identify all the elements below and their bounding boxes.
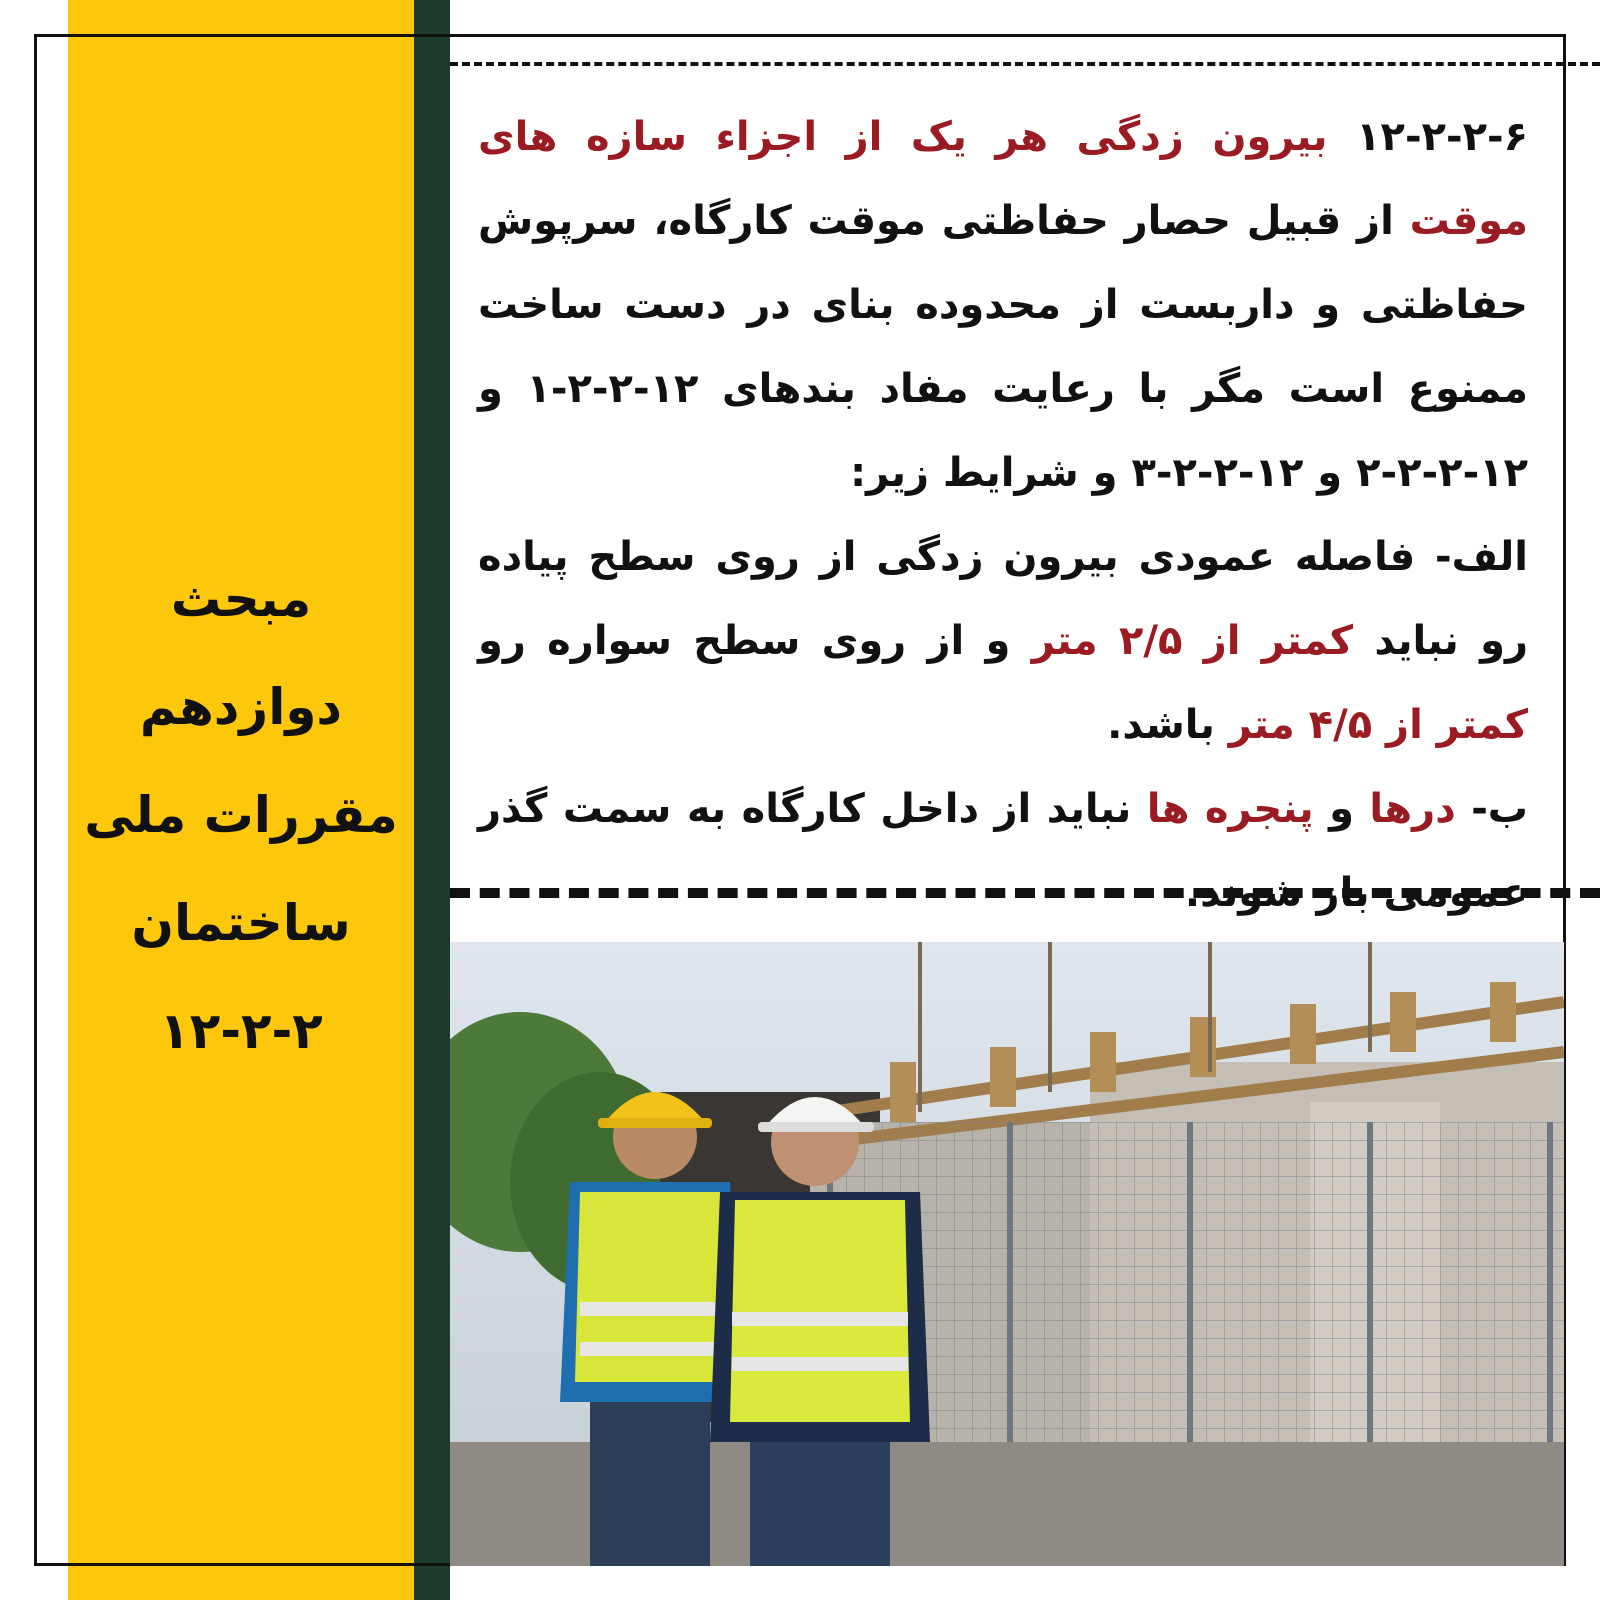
sidebar-line-2: مقررات ملی — [84, 786, 398, 844]
item-b-conjunction: و — [1313, 786, 1370, 832]
clause-body: از قبیل حصار حفاظتی موقت کارگاه، سرپوش حفاظتی و داربست از محدوده بنای در دست ساخت ممنوع است مگر با رعایت مفاد بندهای ۱۲-۲-۲-۱ و ۱۲-۲-۲-۲ و ۱۲-۲-۲-۳ و شرایط زیر: — [478, 198, 1528, 496]
sidebar-line-3: ساختمان — [131, 894, 351, 952]
top-dashed-divider — [450, 62, 1600, 66]
item-a-suffix: باشد. — [1107, 702, 1229, 748]
sidebar-code: ۱۲-۲-۲ — [159, 1002, 323, 1060]
sidebar-title — [68, 545, 414, 1085]
construction-illustration — [450, 942, 1564, 1566]
regulation-text — [478, 95, 1528, 935]
item-a — [478, 515, 1528, 767]
item-a-highlight-sidewalk: کمتر از ۲/۵ متر — [1031, 618, 1354, 664]
item-b-suffix: نباید از داخل کارگاه به سمت گذر عمومی باز شوند. — [478, 786, 1528, 916]
clause-title: بیرون زدگی هر یک از اجزاء سازه های موقت — [478, 114, 1528, 244]
clause-paragraph — [478, 95, 1528, 515]
green-divider-band — [414, 0, 450, 1600]
clause-number: ۱۲-۲-۲-۶ — [1356, 114, 1528, 160]
item-a-highlight-road: کمتر از ۴/۵ متر — [1228, 702, 1528, 748]
item-a-middle: و از روی سطح سواره رو — [478, 618, 1032, 664]
item-b-prefix: ب- — [1455, 786, 1528, 832]
item-a-prefix: الف- فاصله عمودی بیرون زدگی از روی سطح پیاده رو نباید — [478, 534, 1529, 664]
item-b-highlight-doors: درها — [1369, 786, 1456, 832]
item-b — [478, 767, 1528, 935]
sidebar-line-1: مبحث دوازدهم — [139, 570, 343, 736]
item-b-highlight-windows: پنجره ها — [1146, 786, 1314, 832]
construction-site-photo — [450, 942, 1564, 1566]
